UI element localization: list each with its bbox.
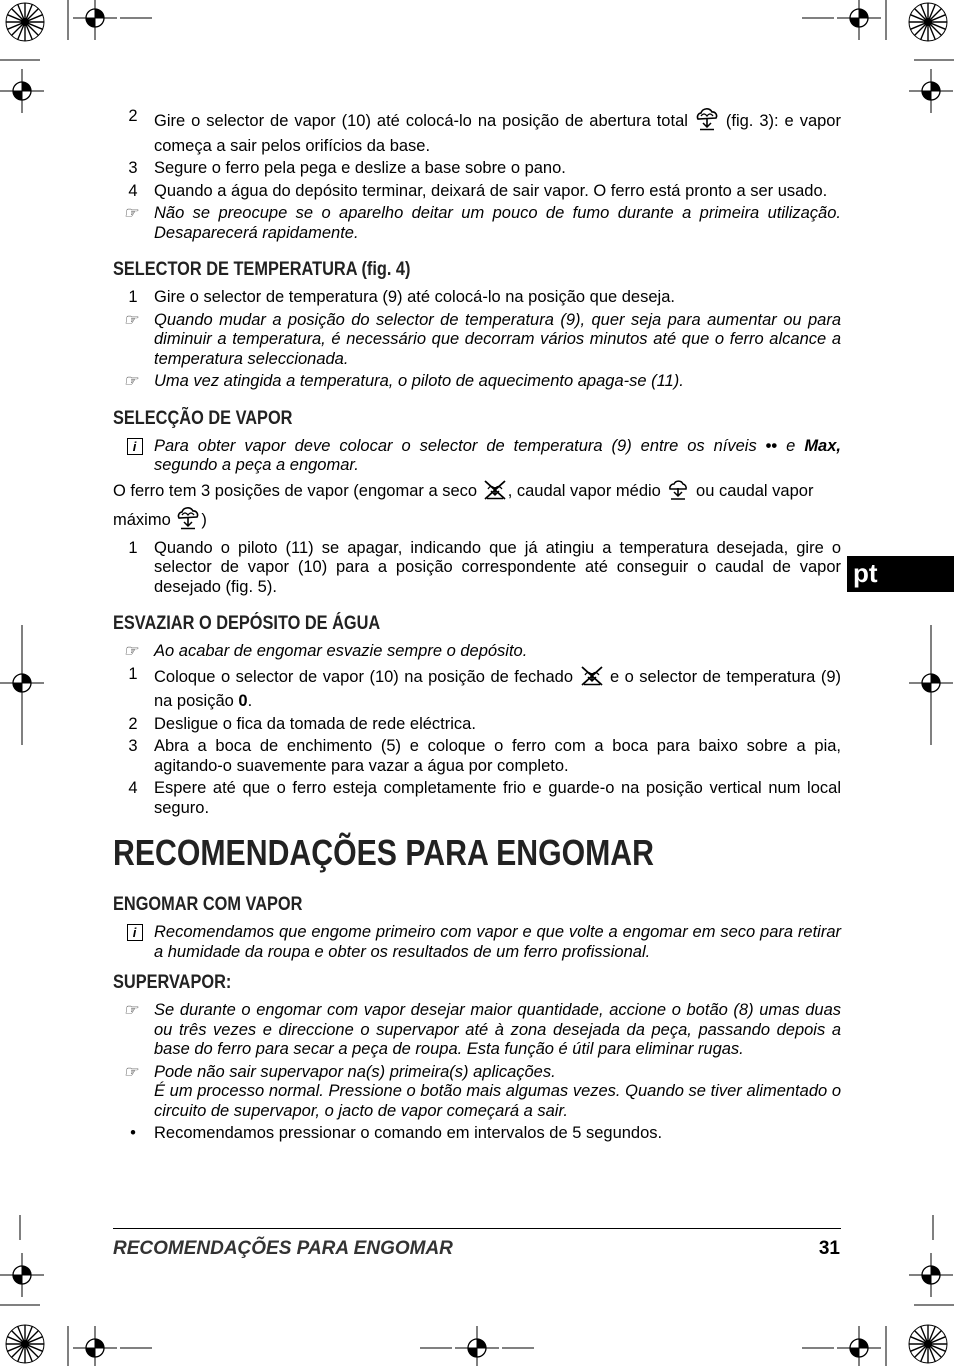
step-text: Quando o piloto (11) se apagar, indicando que já atingiu a temperatura desejada, gire o selector de vapor (10) para a posição correspondente até conseguir o caudal de vapor desejado (fig. 5). (154, 538, 841, 596)
section-heading: SELECTOR DE TEMPERATURA (fig. 4) (113, 259, 411, 280)
crosshair-mark (837, 1326, 881, 1366)
note-text: Uma vez atingida a temperatura, o piloto de aquecimento apaga-se (11). (154, 372, 684, 390)
step-number: 3 (128, 159, 138, 177)
corner-star-mark (909, 1325, 947, 1363)
note-item (113, 642, 841, 662)
step-number: 1 (128, 288, 138, 306)
bullet-mark: • (130, 1124, 136, 1142)
bullet-item (113, 1124, 841, 1144)
step-number: 4 (128, 181, 138, 200)
pointing-hand-icon: ☞ (123, 1002, 138, 1019)
step-text: Gire o selector de vapor (10) até colocá-lo na posição de abertura total (154, 112, 694, 130)
list-item (113, 182, 841, 202)
note-item (113, 311, 841, 370)
info-text: Recomendamos que engome primeiro com vapor e que volte a engomar em seco para retirar a humidade da roupa e obter os resultados de um ferro profissional. (154, 923, 841, 961)
steam-max-icon (175, 506, 201, 536)
step-number: 4 (128, 779, 138, 797)
body-paragraph: O ferro tem 3 posições de vapor (engomar a seco , caudal vapor médio ou caudal vapor máximo ) (113, 479, 841, 536)
footer-title: RECOMENDAÇÕES PARA ENGOMAR (113, 1238, 453, 1259)
section-heading: ESVAZIAR O DEPÓSITO DE ÁGUA (113, 613, 381, 634)
page-content (113, 107, 841, 1147)
max-label: Max, (804, 436, 841, 455)
crosshair-mark (909, 69, 953, 113)
crosshair-mark (837, 0, 881, 40)
corner-star-mark (6, 3, 44, 41)
info-text: e (777, 436, 805, 455)
step-number: 2 (128, 107, 138, 125)
step-text: Segure o ferro pela pega e deslize a base sobre o pano. (154, 159, 566, 177)
level-dots: •• (765, 436, 778, 455)
note-text: Ao acabar de engomar esvazie sempre o depósito. (154, 642, 528, 660)
section-heading: SELECÇÃO DE VAPOR (113, 407, 293, 429)
steam-max-icon (694, 107, 720, 137)
bullet-text: Recomendamos pressionar o comando em intervalos de 5 segundos. (154, 1124, 663, 1142)
steam-medium-icon (665, 479, 691, 507)
pointing-hand-icon: ☞ (123, 205, 138, 222)
note-text: Pode não sair supervapor na(s) primeira(s) aplicações. (154, 1062, 556, 1081)
footer-rule (113, 1228, 841, 1229)
crosshair-mark (73, 0, 117, 40)
info-text: Para obter vapor deve colocar o selector de temperatura (9) entre os níveis (154, 436, 766, 455)
pointing-hand-icon: ☞ (123, 311, 138, 329)
step-number: 2 (128, 714, 138, 733)
pointing-hand-icon: ☞ (123, 1063, 138, 1081)
crosshair-mark (73, 1326, 117, 1366)
step-text: Gire o selector de temperatura (9) até colocá-lo na posição que deseja. (154, 288, 675, 306)
crosshair-mark (909, 1253, 953, 1297)
language-tab: pt (847, 556, 954, 592)
pointing-hand-icon: ☞ (123, 643, 138, 660)
steam-off-icon (482, 479, 508, 507)
step-text: Abra a boca de enchimento (5) e coloque o ferro com a boca para baixo sobre a pia, agitando-o suavemente para vazar a água por completo. (154, 737, 841, 775)
list-item (113, 737, 841, 776)
step-text: Desligue o fica da tomada de rede eléctrica. (154, 714, 476, 733)
note-item (113, 204, 841, 243)
info-item (113, 923, 841, 962)
note-text: Quando mudar a posição do selector de temperatura (9), quer seja para aumentar ou para diminuir a temperatura, é necessário que decorram vários minutos até que o ferro alcance a temperatura seleccionada. (154, 310, 841, 368)
list-item (113, 159, 841, 179)
pointing-hand-icon: ☞ (123, 373, 138, 390)
section-heading: ENGOMAR COM VAPOR (113, 894, 303, 915)
note-text: É um processo normal. Pressione o botão mais algumas vezes. Quando se tiver alimentado o circuito de supervapor, o jacto de vapor começará a sair. (154, 1082, 841, 1120)
list-item (113, 715, 841, 735)
list-item (113, 539, 841, 598)
list-item (113, 288, 841, 308)
crosshair-mark (0, 69, 44, 113)
info-icon: i (127, 438, 143, 455)
step-number: 1 (128, 538, 138, 557)
note-item (113, 372, 841, 392)
info-text: segundo a peça a engomar. (154, 456, 359, 474)
chapter-title: RECOMENDAÇÕES PARA ENGOMAR (113, 832, 654, 873)
step-text: (fig. 3): e vapor começa a sair pelos orifícios da base. (154, 112, 841, 155)
step-text: Quando a água do depósito terminar, deixará de sair vapor. O ferro está pronto a ser usado. (154, 181, 828, 200)
note-text: Não se preocupe se o aparelho deitar um pouco de fumo durante a primeira utilização. Desaparecerá rapidamente. (154, 204, 841, 242)
info-item (113, 437, 841, 476)
corner-star-mark (6, 1325, 44, 1363)
page-number: 31 (818, 1238, 840, 1259)
list-item (113, 779, 841, 818)
step-number: 1 (128, 664, 138, 683)
steam-off-icon (579, 665, 605, 693)
info-icon: i (127, 924, 143, 941)
note-item (113, 1001, 841, 1060)
crosshair-mark (455, 1326, 499, 1366)
list-item (113, 107, 841, 156)
step-text: Espere até que o ferro esteja completamente frio e guarde-o na posição vertical num local seguro. (154, 779, 841, 817)
list-item: 1 Coloque o selector de vapor (10) na posição de fechado e o selector de temperatura (9) na posição 0. (113, 665, 841, 712)
crosshair-mark (0, 1253, 44, 1297)
note-text: Se durante o engomar com vapor desejar maior quantidade, accione o botão (8) umas duas ou três vezes e direccione o supervapor até à zona desejada da peça, passando depois a base do ferro para secar a peça de roupa. Esta função é útil para eliminar rugas. (154, 1001, 841, 1058)
note-item (113, 1063, 841, 1122)
section-heading: SUPERVAPOR: (113, 972, 232, 993)
corner-star-mark (909, 3, 947, 41)
step-number: 3 (128, 737, 138, 755)
